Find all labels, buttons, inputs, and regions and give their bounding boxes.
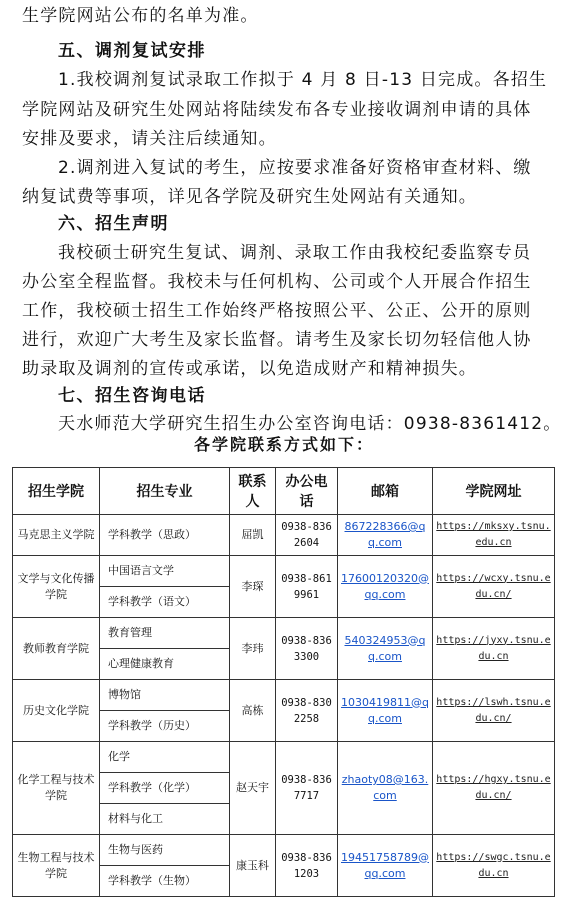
phone-cell: 0938-8619961 (276, 556, 338, 618)
section-6-line5: 助录取及调剂的宣传或承诺，以免造成财产和精神损失。 (22, 359, 477, 379)
college-cell: 历史文化学院 (13, 680, 100, 742)
section-5-para2-line1: 2.调剂进入复试的考生，应按要求准备好资格审查材料、缴 (58, 158, 532, 178)
header-major: 招生专业 (100, 468, 230, 515)
email-link[interactable]: 17600120320@qq.com (338, 556, 433, 618)
college-cell: 马克思主义学院 (13, 515, 100, 556)
website-link[interactable]: https://mksxy.tsnu.edu.cn (433, 515, 555, 556)
phone-cell: 0938-8302258 (276, 680, 338, 742)
table-title: 各学院联系方式如下： (193, 435, 374, 454)
table-row (13, 835, 555, 866)
section-6-line3: 工作，我校硕士招生工作始终严格按照公平、公正、公开的原则 (22, 301, 532, 321)
contact-cell: 高栋 (230, 680, 276, 742)
major-cell: 学科教学（化学） (100, 773, 230, 804)
header-contact: 联系人 (230, 468, 276, 515)
contact-cell: 屈凯 (230, 515, 276, 556)
header-website: 学院网址 (433, 468, 555, 515)
header-email: 邮箱 (338, 468, 433, 515)
section-7-phone-line: 天水师范大学研究生招生办公室咨询电话：0938-8361412。 (58, 414, 562, 434)
contact-cell: 李玮 (230, 618, 276, 680)
website-link[interactable]: https://wcxy.tsnu.edu.cn/ (433, 556, 555, 618)
major-cell: 中国语言文学 (100, 556, 230, 587)
college-cell: 教师教育学院 (13, 618, 100, 680)
major-cell: 心理健康教育 (100, 649, 230, 680)
email-link[interactable]: 19451758789@qq.com (338, 835, 433, 897)
college-cell: 文学与文化传播学院 (13, 556, 100, 618)
email-link[interactable]: 1030419811@qq.com (338, 680, 433, 742)
major-cell: 学科教学（生物） (100, 866, 230, 897)
major-cell: 材料与化工 (100, 804, 230, 835)
email-link[interactable]: 540324953@qq.com (338, 618, 433, 680)
table-row (13, 742, 555, 773)
major-cell: 博物馆 (100, 680, 230, 711)
phone-cell: 0938-8363300 (276, 618, 338, 680)
table-header-row (13, 468, 555, 515)
website-link[interactable]: https://swgc.tsnu.edu.cn (433, 835, 555, 897)
email-link[interactable]: zhaoty08@163.com (338, 742, 433, 835)
section-5-para1-line1: 1.我校调剂复试录取工作拟于 4 月 8 日-13 日完成。各招生 (58, 70, 548, 90)
contact-cell: 李琛 (230, 556, 276, 618)
section-6-line4: 进行，欢迎广大考生及家长监督。请考生及家长切勿轻信他人协 (22, 330, 532, 350)
website-link[interactable]: https://jyxy.tsnu.edu.cn (433, 618, 555, 680)
header-college: 招生学院 (13, 468, 100, 515)
major-cell: 化学 (100, 742, 230, 773)
college-cell: 化学工程与技术学院 (13, 742, 100, 835)
phone-cell: 0938-8362604 (276, 515, 338, 556)
college-cell: 生物工程与技术学院 (13, 835, 100, 897)
major-cell: 生物与医药 (100, 835, 230, 866)
major-cell: 教育管理 (100, 618, 230, 649)
table-row (13, 680, 555, 711)
email-link[interactable]: 867228366@qq.com (338, 515, 433, 556)
header-phone: 办公电话 (276, 468, 338, 515)
table-row (13, 556, 555, 587)
section-5-para1-line3: 安排及要求，请关注后续通知。 (22, 129, 277, 149)
section-5-para1-line2: 学院网站及研究生处网站将陆续发布各专业接收调剂申请的具体 (22, 100, 532, 120)
table-row (13, 618, 555, 649)
section-6-line2: 办公室全程监督。我校未与任何机构、公司或个人开展合作招生 (22, 272, 532, 292)
contact-cell: 康玉科 (230, 835, 276, 897)
phone-cell: 0938-8367717 (276, 742, 338, 835)
table-row (13, 515, 555, 556)
major-cell: 学科教学（语文） (100, 587, 230, 618)
section-7-heading: 七、招生咨询电话 (58, 386, 206, 406)
section-6-heading: 六、招生声明 (58, 214, 169, 234)
major-cell: 学科教学（历史） (100, 711, 230, 742)
contacts-table (12, 467, 555, 897)
major-cell: 学科教学（思政） (100, 515, 230, 556)
section-5-heading: 五、调剂复试安排 (58, 41, 206, 61)
section-5-para2-line2: 纳复试费等事项，详见各学院及研究生处网站有关通知。 (22, 187, 477, 207)
intro-tail-line: 生学院网站公布的名单为准。 (22, 6, 259, 26)
phone-cell: 0938-8361203 (276, 835, 338, 897)
section-6-line1: 我校硕士研究生复试、调剂、录取工作由我校纪委监察专员 (58, 243, 532, 263)
website-link[interactable]: https://hgxy.tsnu.edu.cn/ (433, 742, 555, 835)
website-link[interactable]: https://lswh.tsnu.edu.cn/ (433, 680, 555, 742)
contact-cell: 赵天宇 (230, 742, 276, 835)
